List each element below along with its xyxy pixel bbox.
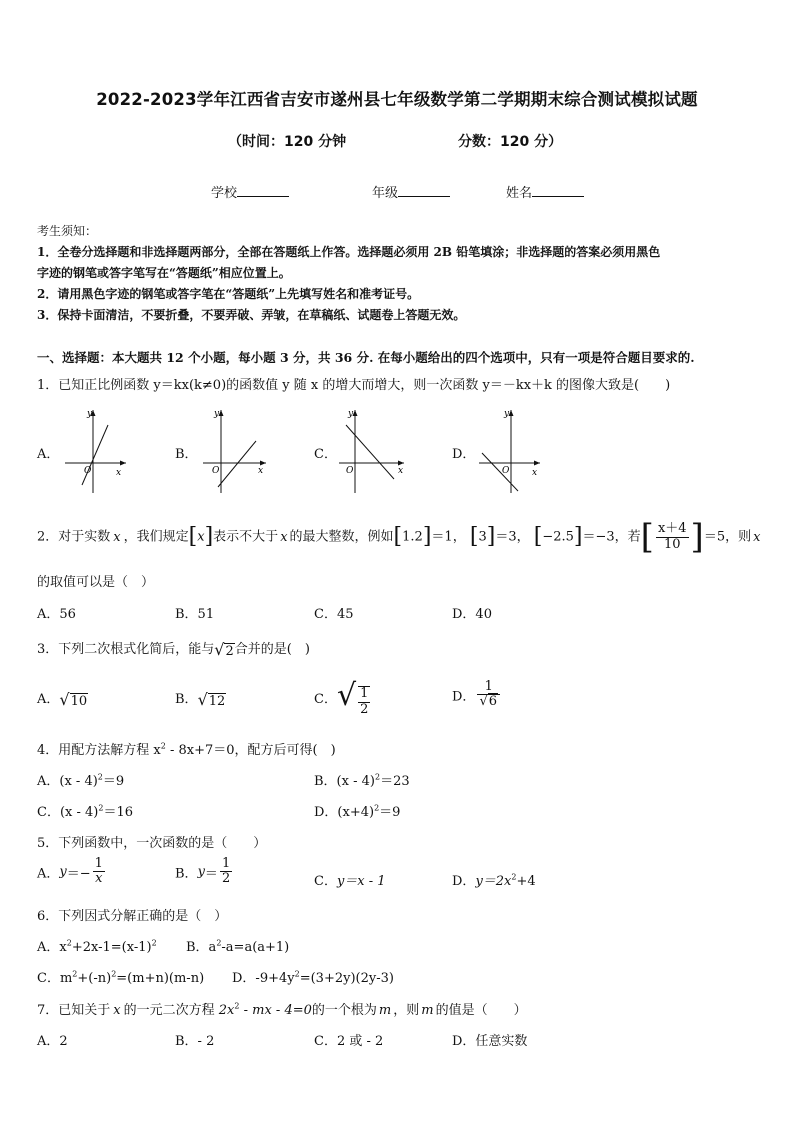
origin-label: O [502,466,510,476]
question-3: 3．下列二次根式化简后，能与√2合并的是( ) [37,640,310,659]
origin-label: O [212,466,220,476]
q4-option-c[interactable]: C．(x - 4)$^2$＝16 [37,803,133,820]
axis-x-label: x [398,466,404,476]
time-info: （时间：120 分钟 [228,134,347,150]
question-2-line-2: 的取值可以是（ ） [37,575,155,590]
grade-label: 年级 [372,186,399,201]
q2-option-d[interactable]: D．40 [452,607,492,622]
notes-heading: 考生须知： [37,224,98,238]
q7-option-a[interactable]: A．2 [37,1034,68,1049]
q2-option-a[interactable]: A．56 [37,607,76,622]
q3-option-c[interactable]: C．√ $\frac{1}{2}$ [314,678,369,717]
q1-option-c-label[interactable]: C． [314,447,337,462]
q1-option-a-label[interactable]: A． [37,447,60,462]
q1-graph-a[interactable] [62,405,130,495]
axis-y-label: y [87,409,93,419]
origin-label: O [346,466,354,476]
page-title: 2022-2023学年江西省吉安市遂州县七年级数学第二学期期末综合测试模拟试题 [96,90,698,109]
school-label: 学校 [211,186,238,201]
q1-graph-d[interactable] [476,405,544,495]
axis-x-label: x [532,468,538,478]
q2-option-b[interactable]: B．51 [175,607,215,622]
q6-option-a[interactable]: A．$x^2+2x-1=(x-1)^2$ [37,938,157,955]
q5-option-d[interactable]: D．$y=2x^2+4$ [452,872,536,889]
q7-option-b[interactable]: B．- 2 [175,1034,215,1049]
x-arrow [120,461,126,466]
q5-option-a[interactable]: A．y＝− $\frac{1}{x}$ [37,856,103,887]
q5-option-c[interactable]: C．y＝x - 1 [314,874,386,889]
axis-y-label: y [504,409,510,419]
name-blank[interactable] [532,184,584,197]
q4-option-d[interactable]: D．$(x+4)^2=9$ [314,803,401,820]
axis-y-label: y [214,409,220,419]
q3-option-a[interactable]: A．√10 [37,690,88,709]
q7-option-c[interactable]: C．2 或 - 2 [314,1034,384,1049]
note-line-1: 1．全卷分选择题和非选择题两部分，全部在答题纸上作答。选择题必须用 2B 铅笔填涂；非选择题的答案必须用黑色 [37,245,661,259]
q7-option-d[interactable]: D．任意实数 [452,1034,528,1049]
q6-option-b[interactable]: B．$a^2-a=a(a+1)$ [186,938,290,955]
section-heading: 一、选择题：本大题共 12 个小题，每小题 3 分，共 36 分. 在每小题给出的四个选项中，只有一项是符合题目要求的. [37,350,695,365]
grade-blank[interactable] [398,184,450,197]
q1-graph-b[interactable] [200,405,270,495]
name-label: 姓名 [506,186,533,201]
question-5: 5．下列函数中，一次函数的是（ ） [37,836,267,851]
note-line-2: 字迹的钢笔或答字笔写在“答题纸”相应位置上。 [37,266,291,280]
school-field [211,182,289,201]
q1-option-b-label[interactable]: B． [175,447,198,462]
name-field [506,182,584,201]
q1-graph-c[interactable] [336,405,408,495]
grade-field [372,182,450,201]
note-line-3: 2．请用黑色字迹的钢笔或答字笔在“答题纸”上先填写姓名和准考证号。 [37,287,420,301]
axis-x-label: x [116,468,122,478]
origin-label: O [84,466,92,476]
q6-option-c[interactable]: C．$m^2+(-n)^2=(m+n)(m-n)$ [37,969,205,986]
q5-option-b[interactable]: B．y＝ $\frac{1}{2}$ [175,856,231,887]
q6-option-d[interactable]: D．$-9+4y^2=(3+2y)(2y-3)$ [232,969,394,986]
note-line-4: 3．保持卡面清洁，不要折叠，不要弄破、弄皱，在草稿纸、试题卷上答题无效。 [37,308,466,322]
question-4: 4．用配方法解方程 $x^2 - 8x+7=0$，配方后可得( ) [37,741,336,758]
q3-option-d[interactable]: D． $\frac{1}{√6}$ [452,680,502,710]
score-info: 分数：120 分） [458,134,563,150]
school-blank[interactable] [237,184,289,197]
question-1: 1．已知正比例函数 y＝kx(k≠0)的函数值 y 随 x 的增大而增大，则一次函数 y＝－kx＋k 的图像大致是( ) [37,378,671,393]
q1-option-d-label[interactable]: D． [452,447,476,462]
q4-option-b[interactable]: B．(x - 4)$^2$＝23 [314,772,410,789]
q2-option-c[interactable]: C．45 [314,607,354,622]
q3-option-b[interactable]: B．√12 [175,690,226,709]
question-2-stem: 2．对于实数 x ，我们规定[x]表示不大于 x 的最大整数，例如[1.2]＝1， [3]＝3， [−2.5]＝−3，若[ $\frac{x+4}{10}$ ]＝5，则 x [37,517,761,557]
axis-y-label: y [348,409,354,419]
question-7: 7．已知关于 x 的一元二次方程 $2x^2$ - mx - 4=0的一个根为 m ，则 m 的值是（ ） [37,1001,527,1018]
q4-option-a[interactable]: A．(x - 4)$^2$＝9 [37,772,125,789]
question-6: 6．下列因式分解正确的是（ ） [37,909,228,924]
function-line [82,425,108,485]
axis-x-label: x [258,466,264,476]
